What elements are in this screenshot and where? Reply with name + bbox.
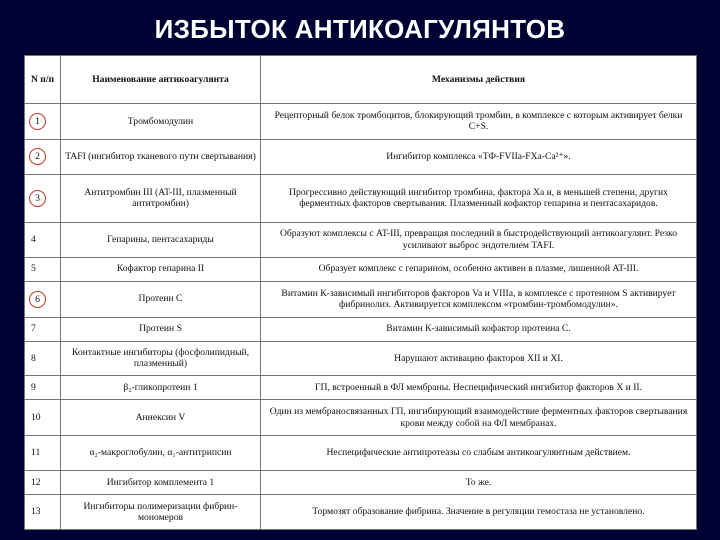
table-row [25, 341, 697, 376]
row-number-circled: 2 [29, 148, 46, 165]
anticoagulant-name: Ингибитор комплемента 1 [61, 471, 261, 495]
anticoagulant-name: Аннексин V [61, 400, 261, 436]
anticoagulant-name: Ингибиторы полимеризации фибрин-мономеров [61, 495, 261, 530]
anticoagulants-table [24, 55, 697, 530]
mechanism-of-action: Тормозят образование фибрина. Значение в регуляции гемостаза не установлено. [261, 495, 697, 530]
table-row [25, 257, 697, 281]
mechanism-of-action: Витамин К-зависимый кофактор протеина С. [261, 317, 697, 341]
header-mechanism: Механизмы действия [261, 56, 697, 104]
anticoagulant-name: α₂-макроглобулин, α₁-антитрипсин [61, 436, 261, 471]
mechanism-of-action: Витамин К-зависимый ингибиторов факторов Va и VIIIa, в комплексе с протеином S активирует фибринолиз. Активируется комплексом «тромбин-тромбомодулин». [261, 281, 697, 317]
table-row [25, 495, 697, 530]
anticoagulant-name: Тромбомодулин [61, 104, 261, 140]
mechanism-of-action: Образуют комплексы с AT-III, превращая последний в быстродействующий антикоагулянт. Резко усиливают выброс эндотелием TAFI. [261, 222, 697, 257]
anticoagulant-name: Кофактор гепарина II [61, 257, 261, 281]
row-number [25, 317, 61, 341]
row-number-text: 11 [31, 447, 41, 459]
anticoagulant-name: Контактные ингибиторы (фосфолипидный, плазменный) [61, 341, 261, 376]
row-number-circled: 6 [29, 291, 46, 308]
row-number-text: 5 [31, 263, 36, 275]
anticoagulant-name: β₂-гликопротеин 1 [61, 376, 261, 400]
table-header-row [25, 56, 697, 104]
row-number [25, 436, 61, 471]
row-number-text: 13 [31, 506, 41, 518]
row-number-text: 7 [31, 323, 36, 335]
mechanism-of-action: Нарушают активацию факторов XII и XI. [261, 341, 697, 376]
row-number-text: 8 [31, 352, 36, 364]
anticoagulant-name: Протеин С [61, 281, 261, 317]
row-number-text: 10 [31, 412, 41, 424]
table-row [25, 222, 697, 257]
table-row [25, 400, 697, 436]
row-number-text: 4 [31, 233, 36, 245]
anticoagulant-name: Антитромбин III (AT-III, плазменный антитромбин) [61, 174, 261, 222]
row-number [25, 400, 61, 436]
row-number [25, 495, 61, 530]
row-number-text: 9 [31, 382, 36, 394]
anticoagulants-table-sheet [24, 55, 696, 530]
row-number-circled: 1 [29, 113, 46, 130]
table-row [25, 174, 697, 222]
row-number [25, 222, 61, 257]
table-row [25, 281, 697, 317]
row-number [25, 139, 61, 174]
row-number-text: 12 [31, 476, 41, 488]
anticoagulant-name: TAFI (ингибитор тканевого пути свертывания) [61, 139, 261, 174]
table-row [25, 139, 697, 174]
row-number [25, 104, 61, 140]
table-body [25, 104, 697, 530]
row-number [25, 257, 61, 281]
row-number [25, 281, 61, 317]
row-number [25, 376, 61, 400]
anticoagulant-name: Протеин S [61, 317, 261, 341]
table-row [25, 317, 697, 341]
mechanism-of-action: То же. [261, 471, 697, 495]
mechanism-of-action: Один из мембраносвязанных ГП, ингибирующий взаимодействие ферментных факторов свертывания крови между собой на ФЛ мембранах. [261, 400, 697, 436]
mechanism-of-action: Образует комплекс с гепарином, особенно активен в плазме, лишенной AT-III. [261, 257, 697, 281]
mechanism-of-action: Неспецифические антипротеазы со слабым антикоагулянтным действием. [261, 436, 697, 471]
mechanism-of-action: Ингибитор комплекса «ТФ-FVIIa-FXa-Ca²⁺». [261, 139, 697, 174]
row-number [25, 471, 61, 495]
table-row [25, 436, 697, 471]
table-row [25, 471, 697, 495]
slide-title: ИЗБЫТОК АНТИКОАГУЛЯНТОВ [154, 14, 566, 44]
table-row [25, 376, 697, 400]
header-name: Наименование антикоагулянта [61, 56, 261, 104]
mechanism-of-action: Прогрессивно действующий ингибитор тромбина, фактора Xa и, в меньшей степени, других ферментных факторов свертывания. Плазменный кофактор гепарина и пентасахаридов. [261, 174, 697, 222]
table-row [25, 104, 697, 140]
anticoagulant-name: Гепарины, пентасахариды [61, 222, 261, 257]
row-number-circled: 3 [29, 190, 46, 207]
row-number [25, 174, 61, 222]
mechanism-of-action: ГП, встроенный в ФЛ мембраны. Неспецифический ингибитор факторов Х и II. [261, 376, 697, 400]
header-num: N п/п [25, 56, 61, 104]
row-number [25, 341, 61, 376]
mechanism-of-action: Рецепторный белок тромбоцитов, блокирующий тромбин, в комплексе с которым активирует белки С+S. [261, 104, 697, 140]
